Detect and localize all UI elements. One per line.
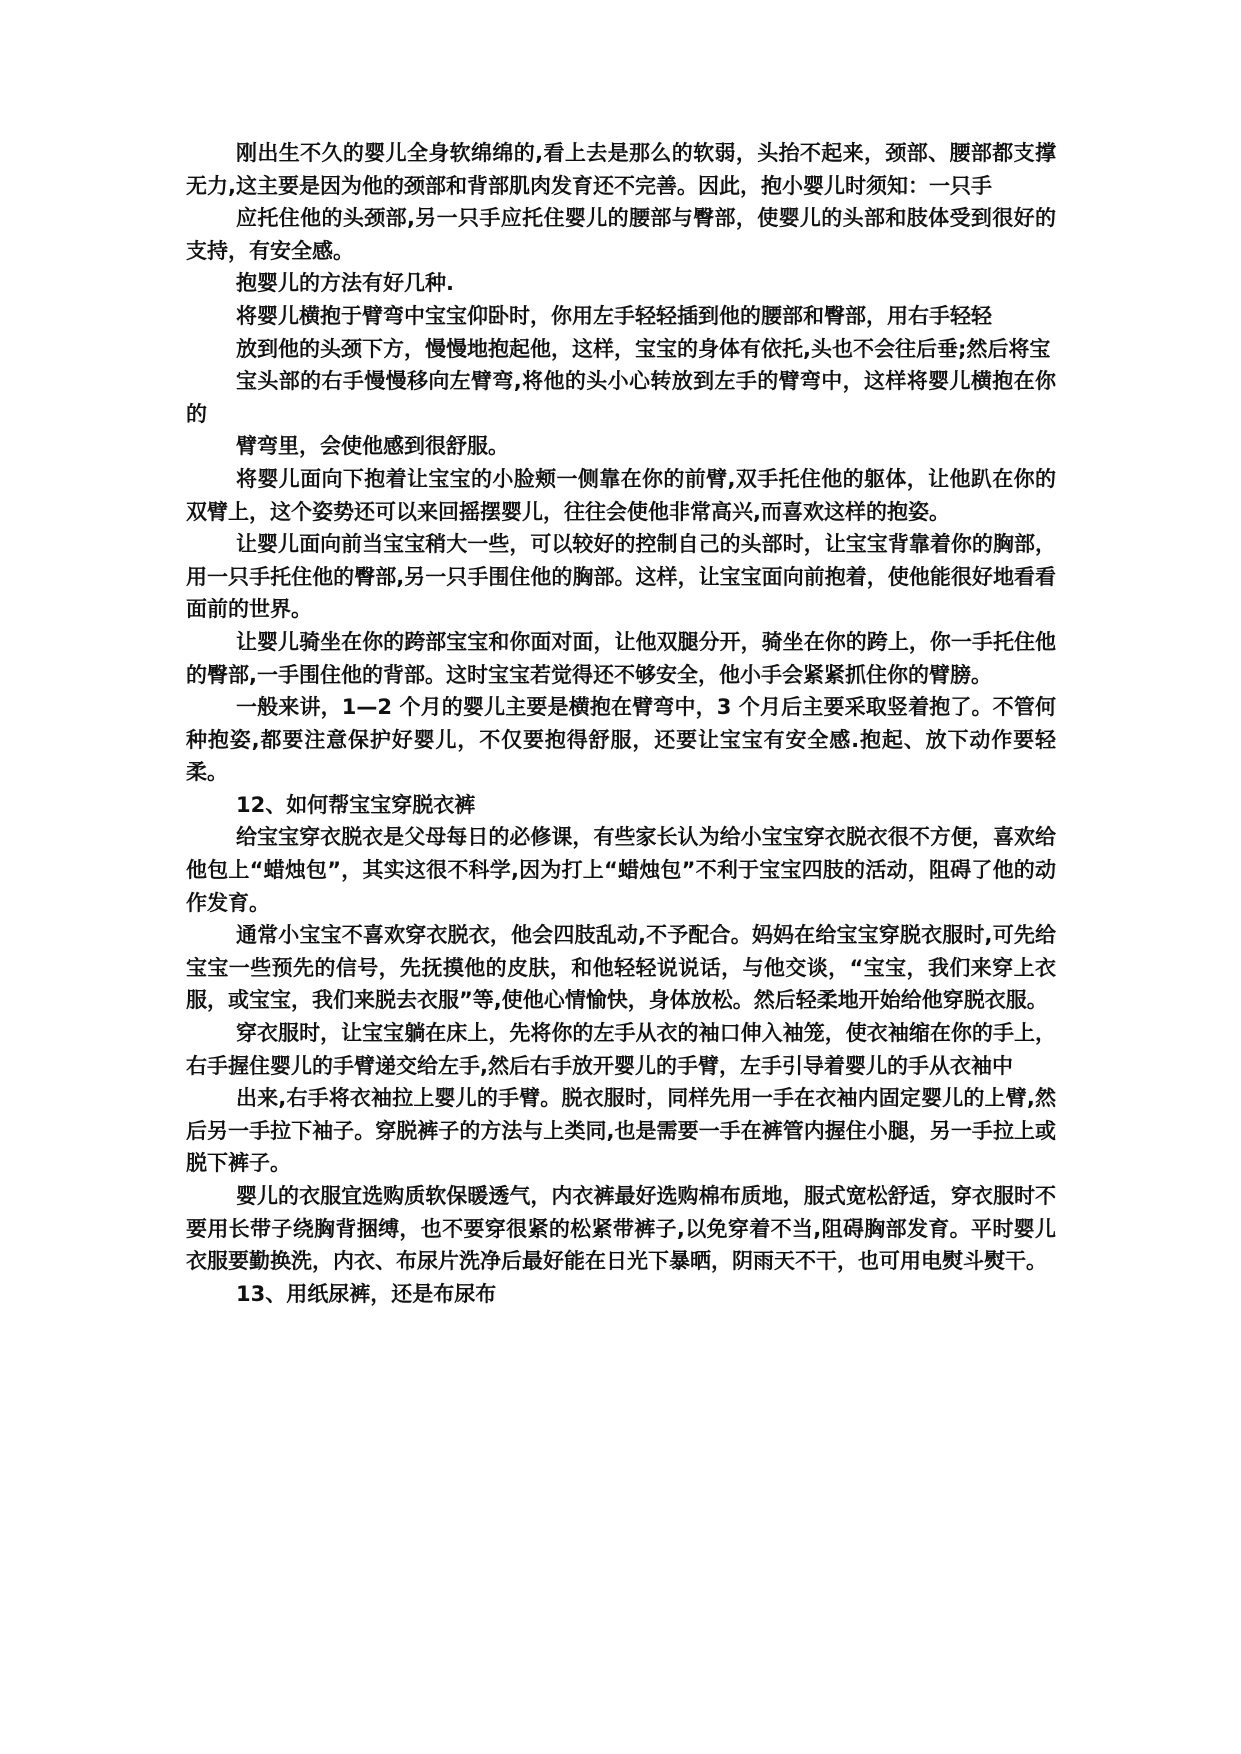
- paragraph-10: 让婴儿骑坐在你的跨部宝宝和你面对面，让他双腿分开，骑坐在你的跨上，你一手托住他的臀部,一手围住他的背部。这时宝宝若觉得还不够安全，他小手会紧紧抓住你的臂膀。: [186, 629, 1056, 687]
- paragraph-2: 应托住他的头颈部,另一只手应托住婴儿的腰部与臀部，使婴儿的头部和肢体受到很好的支持，有安全感。: [186, 206, 1056, 263]
- paragraph-13: 给宝宝穿衣脱衣是父母每日的必修课，有些家长认为给小宝宝穿衣脱衣很不方便，喜欢给他包上“蜡烛包”，其实这很不科学,因为打上“蜡烛包”不利于宝宝四肢的活动，阻碍了他的动作发育。: [186, 825, 1056, 915]
- paragraph-3: 抱婴儿的方法有好几种.: [236, 271, 454, 296]
- paragraph-17: 婴儿的衣服宜选购质软保暖透气，内衣裤最好选购棉布质地，服式宽松舒适，穿衣服时不要用长带子绕胸背捆缚，也不要穿很紧的松紧带裤子,以免穿着不当,阻碍胸部发育。平时婴儿衣服要勤换洗，内衣、布尿片洗净后最好能在日光下暴晒，阴雨天不干，也可用电熨斗熨干。: [186, 1184, 1056, 1274]
- section-heading-13: 13、用纸尿裤，还是布尿布: [236, 1281, 497, 1306]
- section-heading-12: 12、如何帮宝宝穿脱衣裤: [236, 792, 476, 817]
- document-page: [186, 137, 1056, 1310]
- paragraph-8: 将婴儿面向下抱着让宝宝的小脸颊一侧靠在你的前臂,双手托住他的躯体，让他趴在你的双臂上，这个姿势还可以来回摇摆婴儿，往往会使他非常高兴,而喜欢这样的抱姿。: [186, 466, 1056, 524]
- paragraph-14: 通常小宝宝不喜欢穿衣脱衣，他会四肢乱动,不予配合。妈妈在给宝宝穿脱衣服时,可先给宝宝一些预先的信号，先抚摸他的皮肤，和他轻轻说说话，与他交谈，“宝宝，我们来穿上衣服，或宝宝，我们来脱去衣服”等,使他心情愉快，身体放松。然后轻柔地开始给他穿脱衣服。: [186, 923, 1056, 1013]
- paragraph-7: 臂弯里，会使他感到很舒服。: [236, 434, 509, 459]
- paragraph-9: 让婴儿面向前当宝宝稍大一些，可以较好的控制自己的头部时，让宝宝背靠着你的胸部，用一只手托住他的臀部,另一只手围住他的胸部。这样，让宝宝面向前抱着，使他能很好地看看面前的世界。: [186, 532, 1056, 622]
- paragraph-4: 将婴儿横抱于臂弯中宝宝仰卧时，你用左手轻轻插到他的腰部和臀部，用右手轻轻: [236, 303, 992, 328]
- paragraph-16: 出来,右手将衣袖拉上婴儿的手臂。脱衣服时，同样先用一手在衣袖内固定婴儿的上臂,然后另一手拉下袖子。穿脱裤子的方法与上类同,也是需要一手在裤管内握住小腿，另一手拉上或脱下裤子。: [186, 1086, 1056, 1176]
- paragraph-15: 穿衣服时，让宝宝躺在床上，先将你的左手从衣的袖口伸入袖笼，使衣袖缩在你的手上，右手握住婴儿的手臂递交给左手,然后右手放开婴儿的手臂，左手引导着婴儿的手从衣袖中: [186, 1021, 1056, 1078]
- paragraph-1: 刚出生不久的婴儿全身软绵绵的,看上去是那么的软弱，头抬不起来，颈部、腰部都支撑无力,这主要是因为他的颈部和背部肌肉发育还不完善。因此，抱小婴儿时须知：一只手: [186, 141, 1056, 198]
- paragraph-6: 宝头部的右手慢慢移向左臂弯,将他的头小心转放到左手的臂弯中，这样将婴儿横抱在你的: [186, 369, 1056, 426]
- paragraph-11: 一般来讲，1—2 个月的婴儿主要是横抱在臂弯中，3 个月后主要采取竖着抱了。不管何种抱姿,都要注意保护好婴儿，不仅要抱得舒服，还要让宝宝有安全感.抱起、放下动作要轻柔。: [186, 695, 1056, 785]
- paragraph-5: 放到他的头颈下方，慢慢地抱起他，这样，宝宝的身体有依托,头也不会往后垂;然后将宝: [236, 336, 1051, 361]
